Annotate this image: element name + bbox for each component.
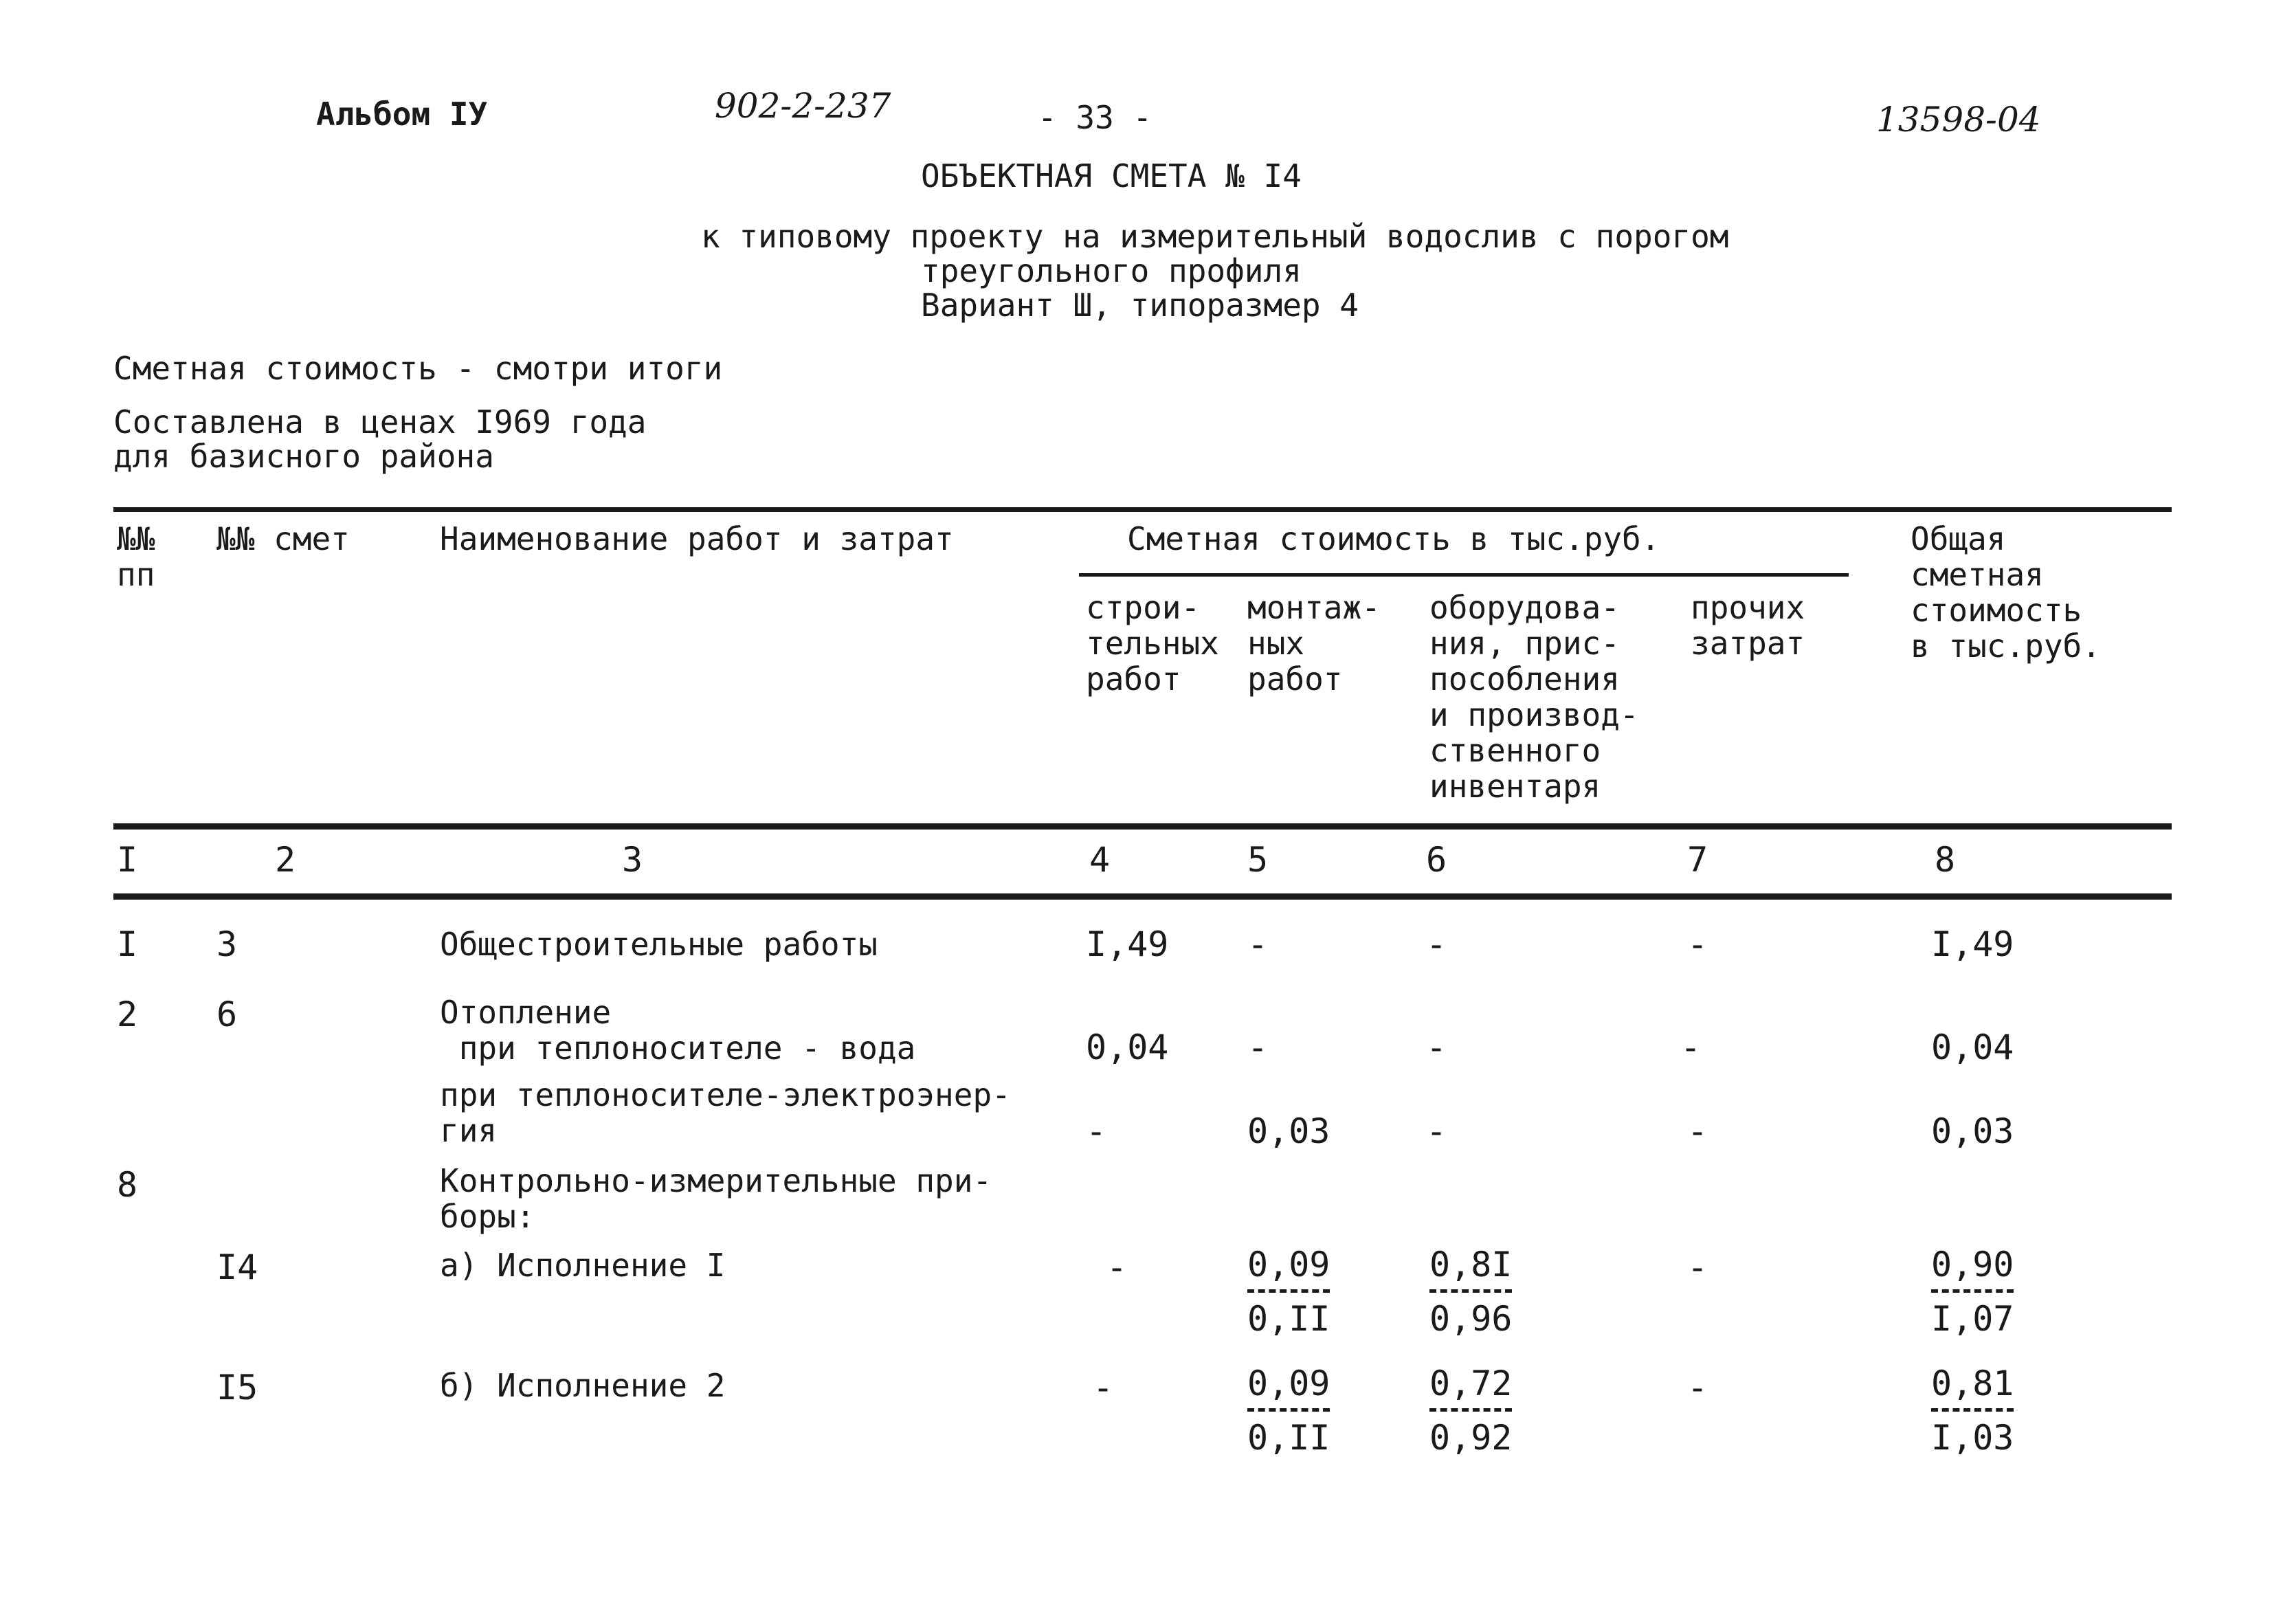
row5-equipment-top: 0,8I	[1429, 1245, 1513, 1284]
col-number-5: 5	[1247, 840, 1269, 880]
row6-equipment-top: 0,72	[1429, 1364, 1513, 1403]
header-equipment: оборудова- ния, прис- пособления и производ- ственного инвентаря	[1429, 589, 1639, 805]
row5-total-top: 0,90	[1931, 1245, 2014, 1284]
row2-equipment: -	[1426, 1027, 1447, 1067]
row5-equipment-bottom: 0,96	[1429, 1299, 1513, 1339]
row1-name: Общестроительные работы	[440, 926, 878, 963]
col-number-7: 7	[1687, 840, 1708, 880]
row6-construction: -	[1093, 1368, 1114, 1408]
row1-total: I,49	[1931, 924, 2014, 964]
row2-smeta: 6	[216, 994, 238, 1034]
row4-pp: 8	[117, 1165, 138, 1205]
row5-smeta: I4	[216, 1247, 258, 1287]
col-number-6: 6	[1426, 840, 1447, 880]
title-line-3: Вариант Ш, типоразмер 4	[921, 287, 1359, 324]
row6-installation-fraction	[1247, 1364, 1330, 1457]
row6-total-fraction	[1931, 1364, 2014, 1457]
row1-other: -	[1687, 924, 1708, 964]
row5-installation-top: 0,09	[1247, 1245, 1330, 1284]
table-top-rule	[113, 507, 2172, 512]
header-group: Сметная стоимость в тыс.руб.	[1127, 520, 1660, 557]
row6-installation-top: 0,09	[1247, 1364, 1330, 1403]
header-construction: строи- тельных работ	[1086, 589, 1219, 698]
row2-name: Отопление при теплоносителе - вода	[440, 994, 916, 1067]
prices-line-2: для базисного района	[113, 438, 494, 475]
row6-name: б) Исполнение 2	[440, 1367, 726, 1404]
row6-total-bottom: I,03	[1931, 1418, 2014, 1458]
row5-other: -	[1687, 1247, 1708, 1287]
fraction-bar	[1247, 1289, 1330, 1293]
album-label: Альбом IУ	[316, 96, 488, 133]
row5-equipment-fraction	[1429, 1245, 1512, 1338]
row6-total-top: 0,81	[1931, 1364, 2014, 1403]
row2-pp: 2	[117, 994, 138, 1034]
row5-total-bottom: I,07	[1931, 1299, 2014, 1339]
row3-total: 0,03	[1931, 1111, 2014, 1151]
col-number-1: I	[117, 840, 138, 880]
row5-construction: -	[1106, 1247, 1128, 1287]
row5-installation-bottom: 0,II	[1247, 1299, 1330, 1339]
header-other: прочих затрат	[1691, 589, 1805, 662]
row6-equipment-bottom: 0,92	[1429, 1418, 1513, 1458]
row6-other: -	[1687, 1368, 1708, 1408]
fraction-bar	[1429, 1289, 1512, 1293]
row2-construction: 0,04	[1086, 1027, 1169, 1067]
row2-other: -	[1680, 1027, 1702, 1067]
row1-installation: -	[1247, 924, 1269, 964]
title-line-1: к типовому проекту на измерительный водослив с порогом	[701, 218, 1729, 255]
row6-equipment-fraction	[1429, 1364, 1512, 1457]
col-number-3: 3	[622, 840, 643, 880]
header-pp: №№ пп	[117, 520, 155, 593]
row6-installation-bottom: 0,II	[1247, 1418, 1330, 1458]
row3-other: -	[1687, 1111, 1708, 1151]
header-smeta: №№ смет	[216, 520, 350, 557]
header-bottom-rule	[113, 823, 2172, 830]
header-name: Наименование работ и затрат	[440, 520, 954, 557]
row5-name: а) Исполнение I	[440, 1247, 726, 1284]
title-line-2: треугольного профиля	[921, 252, 1302, 289]
row4-name: Контрольно-измерительные при- боры:	[440, 1162, 992, 1235]
row1-pp: I	[117, 924, 138, 964]
row3-installation: 0,03	[1247, 1111, 1330, 1151]
document-code: 13598-04	[1876, 100, 2041, 140]
col-number-8: 8	[1935, 840, 1956, 880]
estimated-cost-note: Сметная стоимость - смотри итоги	[113, 350, 723, 387]
row3-construction: -	[1086, 1111, 1107, 1151]
fraction-bar	[1247, 1408, 1330, 1412]
prices-line-1: Составлена в ценах I969 года	[113, 403, 647, 441]
project-code: 902-2-237	[715, 86, 891, 126]
group-header-rule	[1079, 573, 1849, 577]
col-number-2: 2	[275, 840, 296, 880]
fraction-bar	[1931, 1408, 2014, 1412]
row5-total-fraction	[1931, 1245, 2014, 1338]
row1-smeta: 3	[216, 924, 238, 964]
col-number-4: 4	[1089, 840, 1111, 880]
page-number: - 33 -	[1038, 99, 1152, 136]
col-numbers-rule	[113, 893, 2172, 900]
row2-installation: -	[1247, 1027, 1269, 1067]
row3-name: при теплоносителе-электроэнер- гия	[440, 1076, 1011, 1149]
header-installation: монтаж- ных работ	[1247, 589, 1381, 698]
estimate-title: ОБЪЕКТНАЯ СМЕТА № I4	[921, 157, 1302, 194]
row3-equipment: -	[1426, 1111, 1447, 1151]
header-total: Общая сметная стоимость в тыс.руб.	[1911, 520, 2101, 665]
fraction-bar	[1931, 1289, 2014, 1293]
row1-construction: I,49	[1086, 924, 1169, 964]
row2-total: 0,04	[1931, 1027, 2014, 1067]
row6-smeta: I5	[216, 1368, 258, 1408]
row5-installation-fraction	[1247, 1245, 1330, 1338]
row1-equipment: -	[1426, 924, 1447, 964]
fraction-bar	[1429, 1408, 1512, 1412]
